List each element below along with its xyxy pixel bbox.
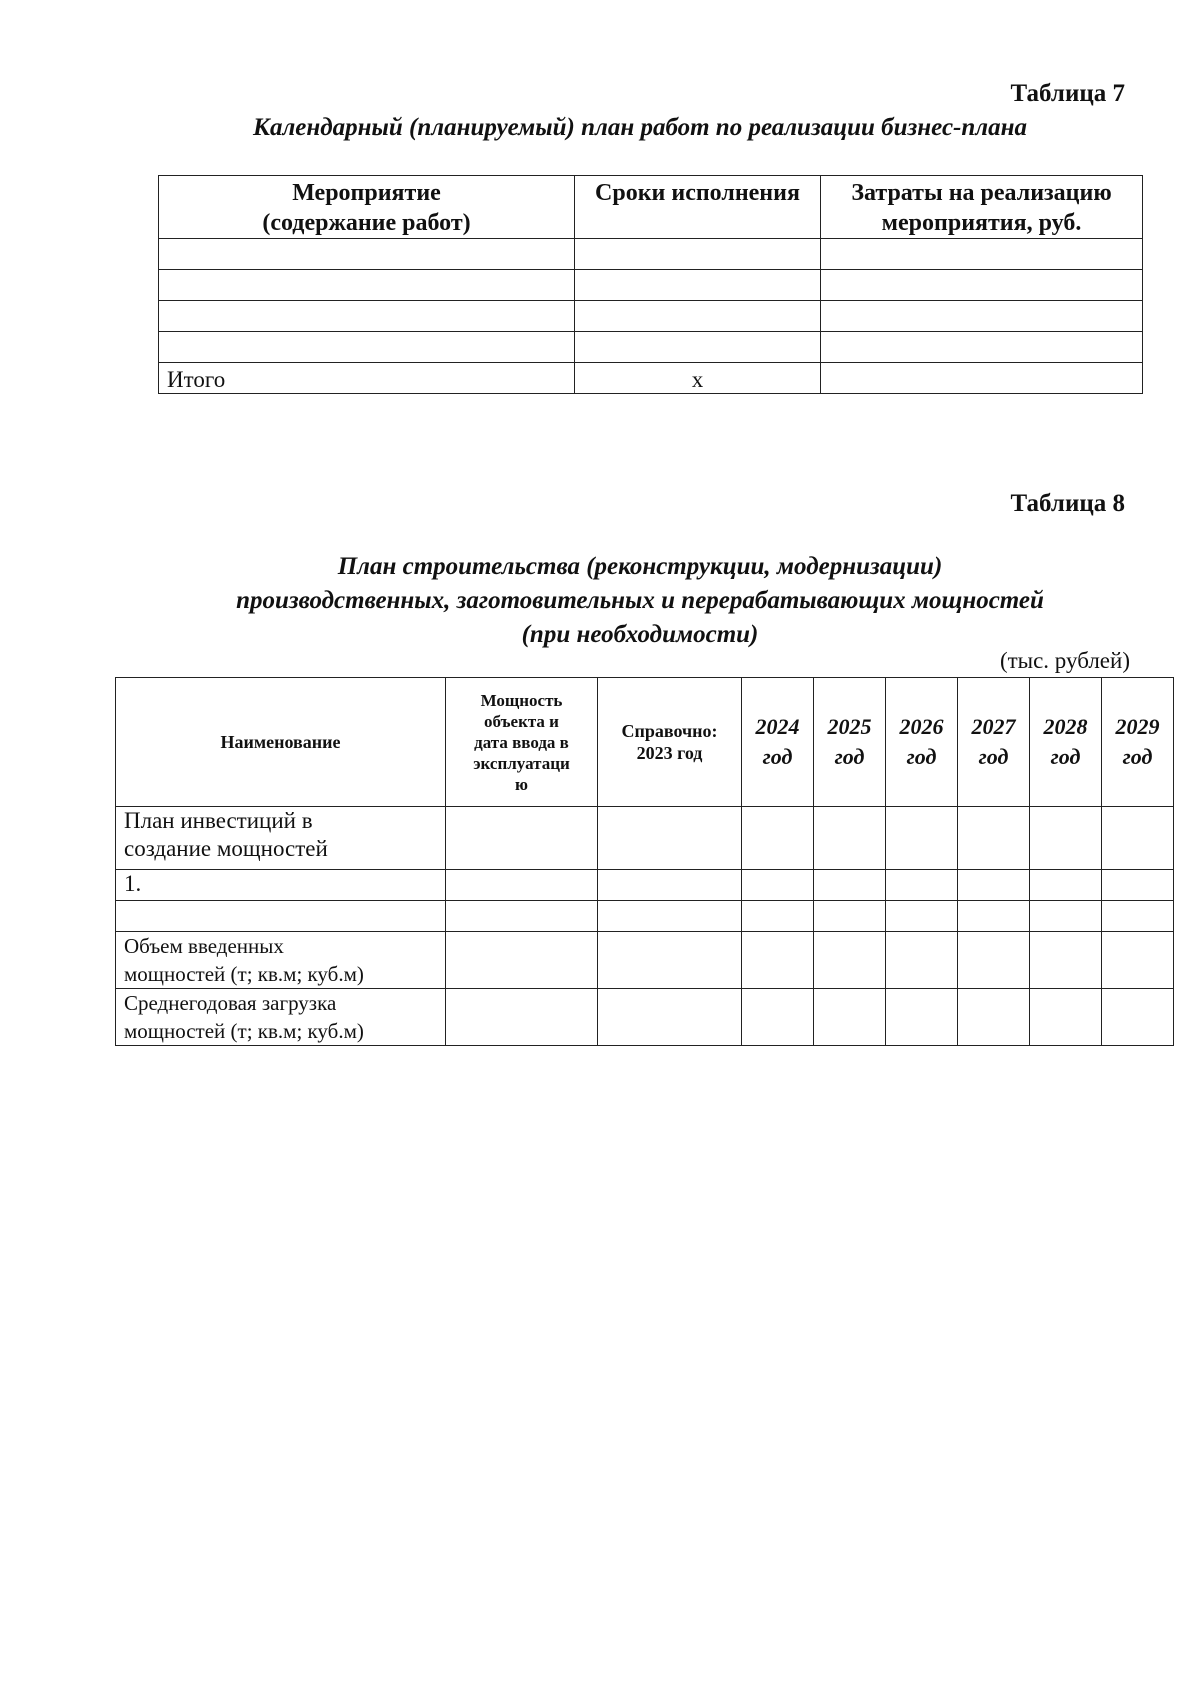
table8-cell xyxy=(446,870,598,901)
table8-cell xyxy=(958,901,1030,932)
table8-cell xyxy=(1030,932,1102,989)
table7 xyxy=(158,175,1143,394)
table7-total-deadlines: х xyxy=(575,363,821,394)
table8-cell xyxy=(742,870,814,901)
table8-header-reference-line2: 2023 год xyxy=(636,743,703,763)
table7-header-deadlines-text: Сроки исполнения xyxy=(595,180,800,206)
table8-title-line1: План строительства (реконструкции, модернизации) xyxy=(337,553,943,580)
table8-header-capacity-line1: Мощность xyxy=(480,690,563,710)
table8-cell xyxy=(814,807,886,870)
table8-cell xyxy=(958,807,1030,870)
table8-header-capacity-line2: объекта и xyxy=(484,711,559,731)
table8-label: Таблица 8 xyxy=(1010,490,1125,517)
table8-cell xyxy=(1030,989,1102,1046)
year-unit: год xyxy=(762,744,793,769)
year-number: 2028 xyxy=(1043,714,1088,739)
table8-cell xyxy=(1030,901,1102,932)
table7-cell xyxy=(821,239,1143,270)
table8-header-capacity-line4: эксплуатаци xyxy=(473,753,570,773)
table8-header-capacity xyxy=(446,678,598,807)
table8-cell xyxy=(814,901,886,932)
year-unit: год xyxy=(1122,744,1153,769)
table8-title-line3: (при необходимости) xyxy=(521,621,759,648)
table8-row-name xyxy=(116,807,446,870)
year-unit: год xyxy=(1050,744,1081,769)
table8-header-year xyxy=(958,678,1030,807)
table-row xyxy=(159,301,1143,332)
table8-header-capacity-line3: дата ввода в xyxy=(474,732,569,752)
table8-row-name xyxy=(116,870,446,901)
table8-cell xyxy=(886,870,958,901)
table-row xyxy=(159,270,1143,301)
table7-total-row xyxy=(159,363,1143,394)
table7-cell xyxy=(821,332,1143,363)
table8-cell xyxy=(886,901,958,932)
table7-cell xyxy=(159,239,575,270)
year-unit: год xyxy=(906,744,937,769)
table7-total-costs xyxy=(821,363,1143,394)
table8-cell xyxy=(598,901,742,932)
table8-cell xyxy=(598,932,742,989)
table7-header-event xyxy=(159,176,575,239)
table8-cell xyxy=(742,932,814,989)
table8-row-name xyxy=(116,901,446,932)
table7-cell xyxy=(159,301,575,332)
row-name-line1: 1. xyxy=(124,871,142,896)
table7-cell xyxy=(575,270,821,301)
table7-cell xyxy=(821,301,1143,332)
year-unit: год xyxy=(978,744,1009,769)
table8-cell xyxy=(814,932,886,989)
table7-cell xyxy=(575,239,821,270)
table7-cell xyxy=(575,301,821,332)
table8-header-capacity-line5: ю xyxy=(515,774,528,794)
table-row xyxy=(159,332,1143,363)
table8-title-line2: производственных, заготовительных и перерабатывающих мощностей xyxy=(236,587,1044,614)
table8-header-row xyxy=(116,678,1174,807)
year-number: 2029 xyxy=(1115,714,1160,739)
table8-cell xyxy=(1102,870,1174,901)
table7-header-deadlines xyxy=(575,176,821,239)
year-number: 2025 xyxy=(827,714,872,739)
table7-header-row xyxy=(159,176,1143,239)
table8-header-reference xyxy=(598,678,742,807)
table7-cell xyxy=(159,332,575,363)
table8-cell xyxy=(598,989,742,1046)
table7-header-costs-line2: мероприятия, руб. xyxy=(881,210,1082,236)
table7-total-label: Итого xyxy=(159,363,575,394)
table7-cell xyxy=(159,270,575,301)
table8-cell xyxy=(446,932,598,989)
table8-header-name-text: Наименование xyxy=(220,732,341,752)
table-row xyxy=(116,989,1174,1046)
table8-units: (тыс. рублей) xyxy=(999,648,1130,673)
table-row xyxy=(159,239,1143,270)
table8-cell xyxy=(814,989,886,1046)
table8-cell xyxy=(446,989,598,1046)
table8-cell xyxy=(886,932,958,989)
table8-cell xyxy=(814,870,886,901)
table8-row-name xyxy=(116,989,446,1046)
year-number: 2024 xyxy=(755,714,800,739)
table8-cell xyxy=(886,807,958,870)
table-row xyxy=(116,932,1174,989)
table8-cell xyxy=(1102,989,1174,1046)
table8-cell xyxy=(446,901,598,932)
table8-header-reference-line1: Справочно: xyxy=(621,721,718,741)
row-name-line1: План инвестиций в xyxy=(124,808,313,833)
table8-cell xyxy=(1102,807,1174,870)
table-row xyxy=(116,870,1174,901)
year-unit: год xyxy=(834,744,865,769)
table7-header-event-line1: Мероприятие xyxy=(292,180,441,206)
table8-cell xyxy=(742,989,814,1046)
table7-header-costs xyxy=(821,176,1143,239)
table8-header-year xyxy=(886,678,958,807)
table8-cell xyxy=(1102,901,1174,932)
year-number: 2026 xyxy=(899,714,944,739)
row-name-line1: Среднегодовая загрузка xyxy=(124,991,337,1015)
table8-cell xyxy=(1102,932,1174,989)
table8-cell xyxy=(1030,870,1102,901)
table7-title: Календарный (планируемый) план работ по реализации бизнес-плана xyxy=(253,114,1027,141)
table-row xyxy=(116,807,1174,870)
table8-header-name xyxy=(116,678,446,807)
table7-cell xyxy=(575,332,821,363)
table8-cell xyxy=(598,870,742,901)
table7-header-event-line2: (содержание работ) xyxy=(262,210,471,236)
table8 xyxy=(115,677,1174,1046)
table8-cell xyxy=(958,989,1030,1046)
table8-header-year xyxy=(742,678,814,807)
row-name-line2: мощностей (т; кв.м; куб.м) xyxy=(124,1019,364,1043)
row-name-line1: Объем введенных xyxy=(124,934,284,958)
table8-cell xyxy=(742,807,814,870)
table8-cell xyxy=(598,807,742,870)
table7-cell xyxy=(821,270,1143,301)
table7-label: Таблица 7 xyxy=(1010,80,1125,107)
table8-cell xyxy=(1030,807,1102,870)
table8-header-year xyxy=(814,678,886,807)
table8-header-year xyxy=(1030,678,1102,807)
table8-cell xyxy=(958,870,1030,901)
table8-cell xyxy=(446,807,598,870)
table-row xyxy=(116,901,1174,932)
table8-title xyxy=(140,550,1140,652)
table7-header-costs-line1: Затраты на реализацию xyxy=(851,180,1112,206)
table8-header-year xyxy=(1102,678,1174,807)
row-name-line2: мощностей (т; кв.м; куб.м) xyxy=(124,962,364,986)
table8-cell xyxy=(742,901,814,932)
table8-row-name xyxy=(116,932,446,989)
table8-cell xyxy=(886,989,958,1046)
row-name-line2: создание мощностей xyxy=(124,836,328,861)
table8-cell xyxy=(958,932,1030,989)
year-number: 2027 xyxy=(971,714,1016,739)
